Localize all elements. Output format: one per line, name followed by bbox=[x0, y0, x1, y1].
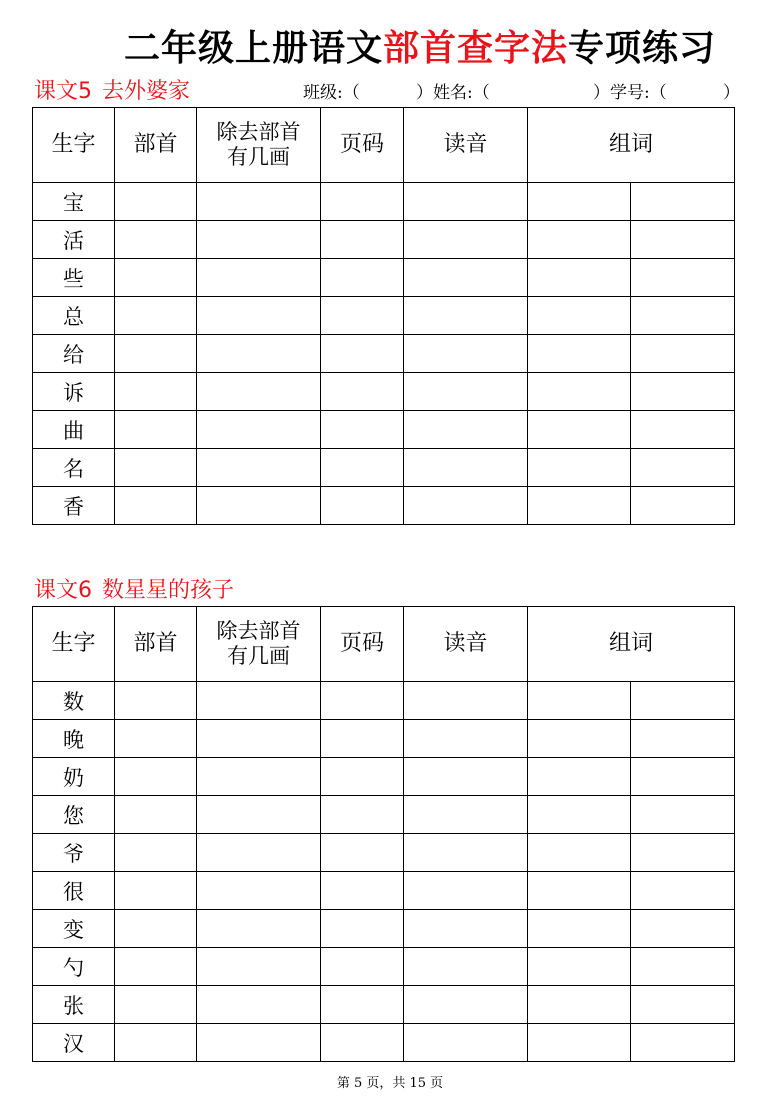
strokes-cell[interactable] bbox=[197, 910, 321, 948]
word-cell-1[interactable] bbox=[528, 449, 631, 487]
table-row bbox=[33, 720, 735, 758]
title-part-2: 部首查字法 bbox=[382, 28, 568, 69]
word-cell-2[interactable] bbox=[631, 948, 735, 986]
page-cell[interactable] bbox=[321, 682, 404, 720]
char-cell: 总 bbox=[33, 297, 115, 335]
word-cell-2[interactable] bbox=[631, 720, 735, 758]
radical-cell[interactable] bbox=[115, 449, 197, 487]
word-cell-1[interactable] bbox=[528, 910, 631, 948]
header-page: 页码 bbox=[321, 108, 404, 183]
word-cell-1[interactable] bbox=[528, 1024, 631, 1062]
word-cell-2[interactable] bbox=[631, 183, 735, 221]
pronunciation-cell[interactable] bbox=[404, 910, 528, 948]
pronunciation-cell[interactable] bbox=[404, 373, 528, 411]
header-strokes-line2: 有几画 bbox=[227, 145, 290, 169]
table-row bbox=[33, 872, 735, 910]
page-cell[interactable] bbox=[321, 221, 404, 259]
char-cell: 宝 bbox=[33, 183, 115, 221]
header-radical: 部首 bbox=[115, 108, 197, 183]
page-cell[interactable] bbox=[321, 373, 404, 411]
radical-cell[interactable] bbox=[115, 259, 197, 297]
header-page: 页码 bbox=[321, 607, 404, 682]
word-cell-1[interactable] bbox=[528, 259, 631, 297]
page-cell[interactable] bbox=[321, 487, 404, 525]
page-cell[interactable] bbox=[321, 449, 404, 487]
pronunciation-cell[interactable] bbox=[404, 297, 528, 335]
word-cell-2[interactable] bbox=[631, 1024, 735, 1062]
char-cell: 汉 bbox=[33, 1024, 115, 1062]
word-cell-1[interactable] bbox=[528, 297, 631, 335]
page-footer: 第 5 页，共 15 页 bbox=[336, 1076, 444, 1091]
page-cell[interactable] bbox=[321, 259, 404, 297]
word-cell-2[interactable] bbox=[631, 487, 735, 525]
table-row bbox=[33, 449, 735, 487]
char-cell: 张 bbox=[33, 986, 115, 1024]
lesson-name: 数星星的孩子 bbox=[102, 578, 235, 603]
table-row bbox=[33, 682, 735, 720]
word-cell-1[interactable] bbox=[528, 373, 631, 411]
strokes-cell[interactable] bbox=[197, 373, 321, 411]
page-cell[interactable] bbox=[321, 335, 404, 373]
word-cell-2[interactable] bbox=[631, 221, 735, 259]
page-cell[interactable] bbox=[321, 183, 404, 221]
strokes-cell[interactable] bbox=[197, 1024, 321, 1062]
char-cell: 活 bbox=[33, 221, 115, 259]
word-cell-1[interactable] bbox=[528, 834, 631, 872]
word-cell-2[interactable] bbox=[631, 449, 735, 487]
word-cell-2[interactable] bbox=[631, 796, 735, 834]
word-cell-2[interactable] bbox=[631, 411, 735, 449]
strokes-cell[interactable] bbox=[197, 796, 321, 834]
lesson-label: 课文5 bbox=[34, 79, 92, 104]
page-cell[interactable] bbox=[321, 872, 404, 910]
strokes-cell[interactable] bbox=[197, 297, 321, 335]
word-cell-2[interactable] bbox=[631, 335, 735, 373]
radical-cell[interactable] bbox=[115, 910, 197, 948]
pronunciation-cell[interactable] bbox=[404, 335, 528, 373]
worksheet-table-1 bbox=[32, 107, 735, 525]
table-row bbox=[33, 335, 735, 373]
word-cell-1[interactable] bbox=[528, 183, 631, 221]
word-cell-1[interactable] bbox=[528, 758, 631, 796]
word-cell-1[interactable] bbox=[528, 487, 631, 525]
radical-cell[interactable] bbox=[115, 373, 197, 411]
header-pronunciation: 读音 bbox=[404, 607, 528, 682]
word-cell-2[interactable] bbox=[631, 872, 735, 910]
word-cell-1[interactable] bbox=[528, 221, 631, 259]
page-cell[interactable] bbox=[321, 297, 404, 335]
table-row bbox=[33, 221, 735, 259]
radical-cell[interactable] bbox=[115, 720, 197, 758]
char-cell: 爷 bbox=[33, 834, 115, 872]
page-cell[interactable] bbox=[321, 834, 404, 872]
strokes-cell[interactable] bbox=[197, 221, 321, 259]
table-row bbox=[33, 796, 735, 834]
header-row bbox=[33, 108, 735, 183]
word-cell-2[interactable] bbox=[631, 910, 735, 948]
pronunciation-cell[interactable] bbox=[404, 183, 528, 221]
pronunciation-cell[interactable] bbox=[404, 986, 528, 1024]
word-cell-2[interactable] bbox=[631, 682, 735, 720]
word-cell-2[interactable] bbox=[631, 758, 735, 796]
radical-cell[interactable] bbox=[115, 682, 197, 720]
pronunciation-cell[interactable] bbox=[404, 259, 528, 297]
lesson-label: 课文6 bbox=[34, 578, 92, 603]
strokes-cell[interactable] bbox=[197, 948, 321, 986]
table-row bbox=[33, 986, 735, 1024]
char-cell: 数 bbox=[33, 682, 115, 720]
strokes-cell[interactable] bbox=[197, 758, 321, 796]
number-close: ） bbox=[723, 83, 740, 103]
word-cell-2[interactable] bbox=[631, 297, 735, 335]
pronunciation-cell[interactable] bbox=[404, 221, 528, 259]
page-title bbox=[0, 20, 780, 71]
strokes-cell[interactable] bbox=[197, 834, 321, 872]
table-row bbox=[33, 411, 735, 449]
pronunciation-cell[interactable] bbox=[404, 1024, 528, 1062]
radical-cell[interactable] bbox=[115, 948, 197, 986]
worksheet-table-2 bbox=[32, 606, 735, 1062]
word-cell-1[interactable] bbox=[528, 411, 631, 449]
word-cell-2[interactable] bbox=[631, 986, 735, 1024]
number-label: 学号:（ bbox=[610, 83, 667, 103]
table-row bbox=[33, 487, 735, 525]
strokes-cell[interactable] bbox=[197, 720, 321, 758]
radical-cell[interactable] bbox=[115, 758, 197, 796]
class-close: ） bbox=[416, 83, 433, 103]
strokes-cell[interactable] bbox=[197, 986, 321, 1024]
header-pronunciation: 读音 bbox=[404, 108, 528, 183]
name-close: ） bbox=[593, 83, 610, 103]
header-words: 组词 bbox=[528, 108, 735, 183]
radical-cell[interactable] bbox=[115, 796, 197, 834]
char-cell: 很 bbox=[33, 872, 115, 910]
radical-cell[interactable] bbox=[115, 411, 197, 449]
lesson-heading-1 bbox=[34, 74, 190, 105]
strokes-cell[interactable] bbox=[197, 487, 321, 525]
strokes-cell[interactable] bbox=[197, 449, 321, 487]
char-cell: 曲 bbox=[33, 411, 115, 449]
pronunciation-cell[interactable] bbox=[404, 834, 528, 872]
page-cell[interactable] bbox=[321, 758, 404, 796]
char-cell: 变 bbox=[33, 910, 115, 948]
header-char: 生字 bbox=[33, 108, 115, 183]
table-row bbox=[33, 1024, 735, 1062]
word-cell-1[interactable] bbox=[528, 796, 631, 834]
word-cell-1[interactable] bbox=[528, 986, 631, 1024]
pronunciation-cell[interactable] bbox=[404, 720, 528, 758]
char-cell: 勺 bbox=[33, 948, 115, 986]
char-cell: 名 bbox=[33, 449, 115, 487]
pronunciation-cell[interactable] bbox=[404, 487, 528, 525]
header-strokes-line1: 除去部首 bbox=[216, 120, 301, 144]
student-info bbox=[303, 78, 743, 103]
pronunciation-cell[interactable] bbox=[404, 682, 528, 720]
word-cell-1[interactable] bbox=[528, 682, 631, 720]
name-label: 姓名:（ bbox=[433, 83, 490, 103]
strokes-cell[interactable] bbox=[197, 259, 321, 297]
table-row bbox=[33, 910, 735, 948]
radical-cell[interactable] bbox=[115, 986, 197, 1024]
word-cell-1[interactable] bbox=[528, 948, 631, 986]
strokes-cell[interactable] bbox=[197, 682, 321, 720]
table-row bbox=[33, 183, 735, 221]
pronunciation-cell[interactable] bbox=[404, 449, 528, 487]
pronunciation-cell[interactable] bbox=[404, 948, 528, 986]
page-cell[interactable] bbox=[321, 1024, 404, 1062]
radical-cell[interactable] bbox=[115, 872, 197, 910]
lesson-heading-2 bbox=[34, 573, 234, 604]
title-part-3: 专项练习 bbox=[568, 28, 717, 69]
char-cell: 晚 bbox=[33, 720, 115, 758]
radical-cell[interactable] bbox=[115, 834, 197, 872]
title-part-1: 二年级上册语文 bbox=[123, 28, 383, 69]
header-strokes bbox=[197, 607, 321, 682]
lesson-name: 去外婆家 bbox=[102, 79, 191, 104]
page-cell[interactable] bbox=[321, 796, 404, 834]
header-strokes bbox=[197, 108, 321, 183]
word-cell-2[interactable] bbox=[631, 834, 735, 872]
header-row bbox=[33, 607, 735, 682]
table-row bbox=[33, 373, 735, 411]
word-cell-1[interactable] bbox=[528, 720, 631, 758]
page-cell[interactable] bbox=[321, 910, 404, 948]
strokes-cell[interactable] bbox=[197, 872, 321, 910]
header-strokes-line1: 除去部首 bbox=[216, 619, 301, 643]
table-row bbox=[33, 948, 735, 986]
table-row bbox=[33, 834, 735, 872]
char-cell: 给 bbox=[33, 335, 115, 373]
radical-cell[interactable] bbox=[115, 335, 197, 373]
radical-cell[interactable] bbox=[115, 297, 197, 335]
header-char: 生字 bbox=[33, 607, 115, 682]
char-cell: 诉 bbox=[33, 373, 115, 411]
char-cell: 些 bbox=[33, 259, 115, 297]
word-cell-2[interactable] bbox=[631, 259, 735, 297]
header-strokes-line2: 有几画 bbox=[227, 644, 290, 668]
table-row bbox=[33, 758, 735, 796]
pronunciation-cell[interactable] bbox=[404, 411, 528, 449]
word-cell-1[interactable] bbox=[528, 872, 631, 910]
pronunciation-cell[interactable] bbox=[404, 872, 528, 910]
radical-cell[interactable] bbox=[115, 221, 197, 259]
page-cell[interactable] bbox=[321, 720, 404, 758]
char-cell: 香 bbox=[33, 487, 115, 525]
page-cell[interactable] bbox=[321, 986, 404, 1024]
radical-cell[interactable] bbox=[115, 183, 197, 221]
char-cell: 奶 bbox=[33, 758, 115, 796]
strokes-cell[interactable] bbox=[197, 183, 321, 221]
strokes-cell[interactable] bbox=[197, 411, 321, 449]
class-label: 班级:（ bbox=[303, 83, 360, 103]
char-cell: 您 bbox=[33, 796, 115, 834]
page-cell[interactable] bbox=[321, 948, 404, 986]
table-row bbox=[33, 297, 735, 335]
header-words: 组词 bbox=[528, 607, 735, 682]
header-radical: 部首 bbox=[115, 607, 197, 682]
radical-cell[interactable] bbox=[115, 1024, 197, 1062]
word-cell-2[interactable] bbox=[631, 373, 735, 411]
strokes-cell[interactable] bbox=[197, 335, 321, 373]
word-cell-1[interactable] bbox=[528, 335, 631, 373]
pronunciation-cell[interactable] bbox=[404, 758, 528, 796]
pronunciation-cell[interactable] bbox=[404, 796, 528, 834]
page-cell[interactable] bbox=[321, 411, 404, 449]
table-row bbox=[33, 259, 735, 297]
radical-cell[interactable] bbox=[115, 487, 197, 525]
